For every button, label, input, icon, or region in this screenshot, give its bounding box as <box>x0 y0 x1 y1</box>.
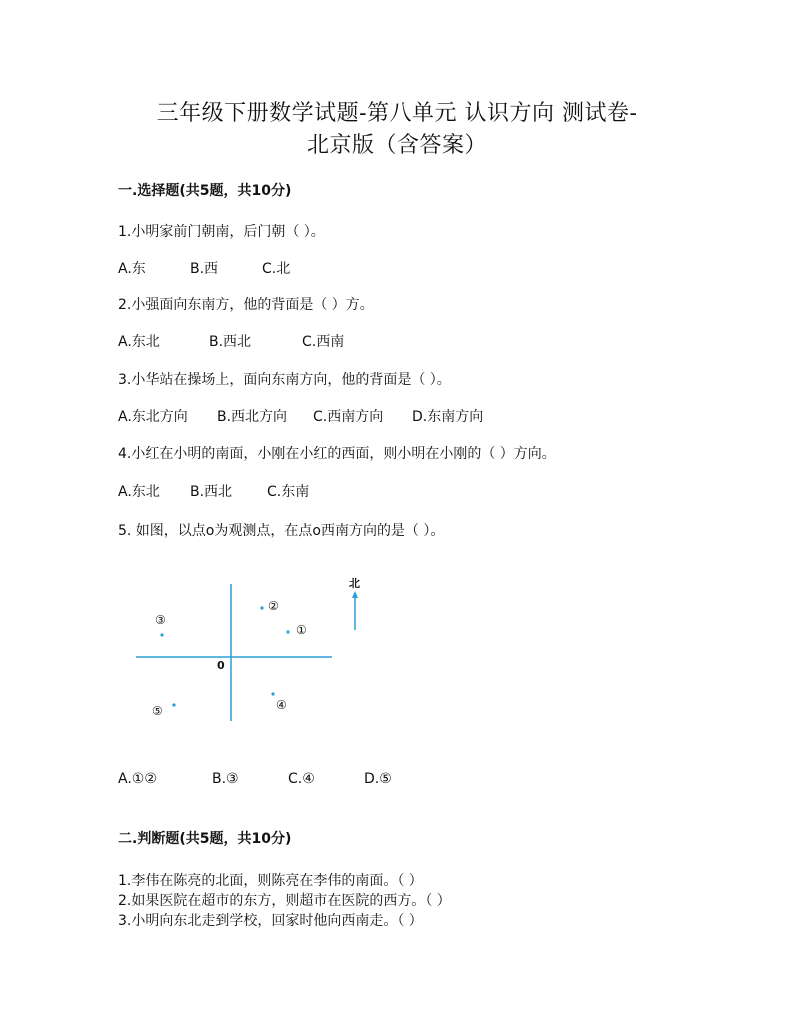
direction-figure <box>130 570 380 730</box>
q1-option-b: B.西 <box>190 261 219 277</box>
q3-option-d: D.东南方向 <box>412 409 484 425</box>
point-1-dot <box>286 630 289 633</box>
q2-option-c: C.西南 <box>302 334 345 350</box>
q1-option-c: C.北 <box>262 261 291 277</box>
judgement-item-3: 3.小明向东北走到学校，回家时他向西南走。（ ） <box>118 913 423 929</box>
point-5-dot <box>172 703 175 706</box>
q3-option-c: C.西南方向 <box>313 409 384 425</box>
q5-option-a: A.①② <box>118 771 157 787</box>
judgement-item-1: 1.李伟在陈亮的北面，则陈亮在李伟的南面。（ ） <box>118 873 423 889</box>
question-2: 2.小强面向东南方，他的背面是（ ）方。 <box>118 297 374 313</box>
point-3-dot <box>160 633 163 636</box>
point-5-label: ⑤ <box>152 704 163 718</box>
point-2-dot <box>260 606 263 609</box>
q3-option-b: B.西北方向 <box>217 409 288 425</box>
page-title-line-1: 三年级下册数学试题-第八单元 认识方向 测试卷- <box>156 101 638 126</box>
q2-option-b: B.西北 <box>209 334 252 350</box>
q5-option-b: B.③ <box>212 771 239 787</box>
section-heading-judgement: 二.判断题(共5题，共10分) <box>118 831 292 847</box>
question-5: 5. 如图，以点o为观测点，在点o西南方向的是（ ）。 <box>118 523 445 539</box>
point-4-dot <box>271 692 274 695</box>
q4-option-c: C.东南 <box>267 484 310 500</box>
north-arrow-head <box>352 591 358 598</box>
section-heading-choice: 一.选择题(共5题，共10分) <box>118 183 292 199</box>
judgement-item-2: 2.如果医院在超市的东方，则超市在医院的西方。（ ） <box>118 893 451 909</box>
q4-option-b: B.西北 <box>190 484 233 500</box>
page-title-line-2: 北京版（含答案） <box>306 133 487 158</box>
point-1-label: ① <box>296 623 307 637</box>
point-4-label: ④ <box>276 698 287 712</box>
point-3-label: ③ <box>155 613 166 627</box>
q5-option-c: C.④ <box>288 771 315 787</box>
q4-option-a: A.东北 <box>118 484 160 500</box>
question-1: 1.小明家前门朝南，后门朝（ ）。 <box>118 224 325 240</box>
question-3: 3.小华站在操场上，面向东南方向，他的背面是（ ）。 <box>118 372 451 388</box>
origin-label: 0 <box>217 659 225 672</box>
q1-option-a: A.东 <box>118 261 146 277</box>
q2-option-a: A.东北 <box>118 334 160 350</box>
north-label: 北 <box>349 577 360 590</box>
q5-option-d: D.⑤ <box>364 771 392 787</box>
point-2-label: ② <box>268 599 279 613</box>
q3-option-a: A.东北方向 <box>118 409 188 425</box>
question-4: 4.小红在小明的南面，小刚在小红的西面，则小明在小刚的（ ）方向。 <box>118 446 556 462</box>
